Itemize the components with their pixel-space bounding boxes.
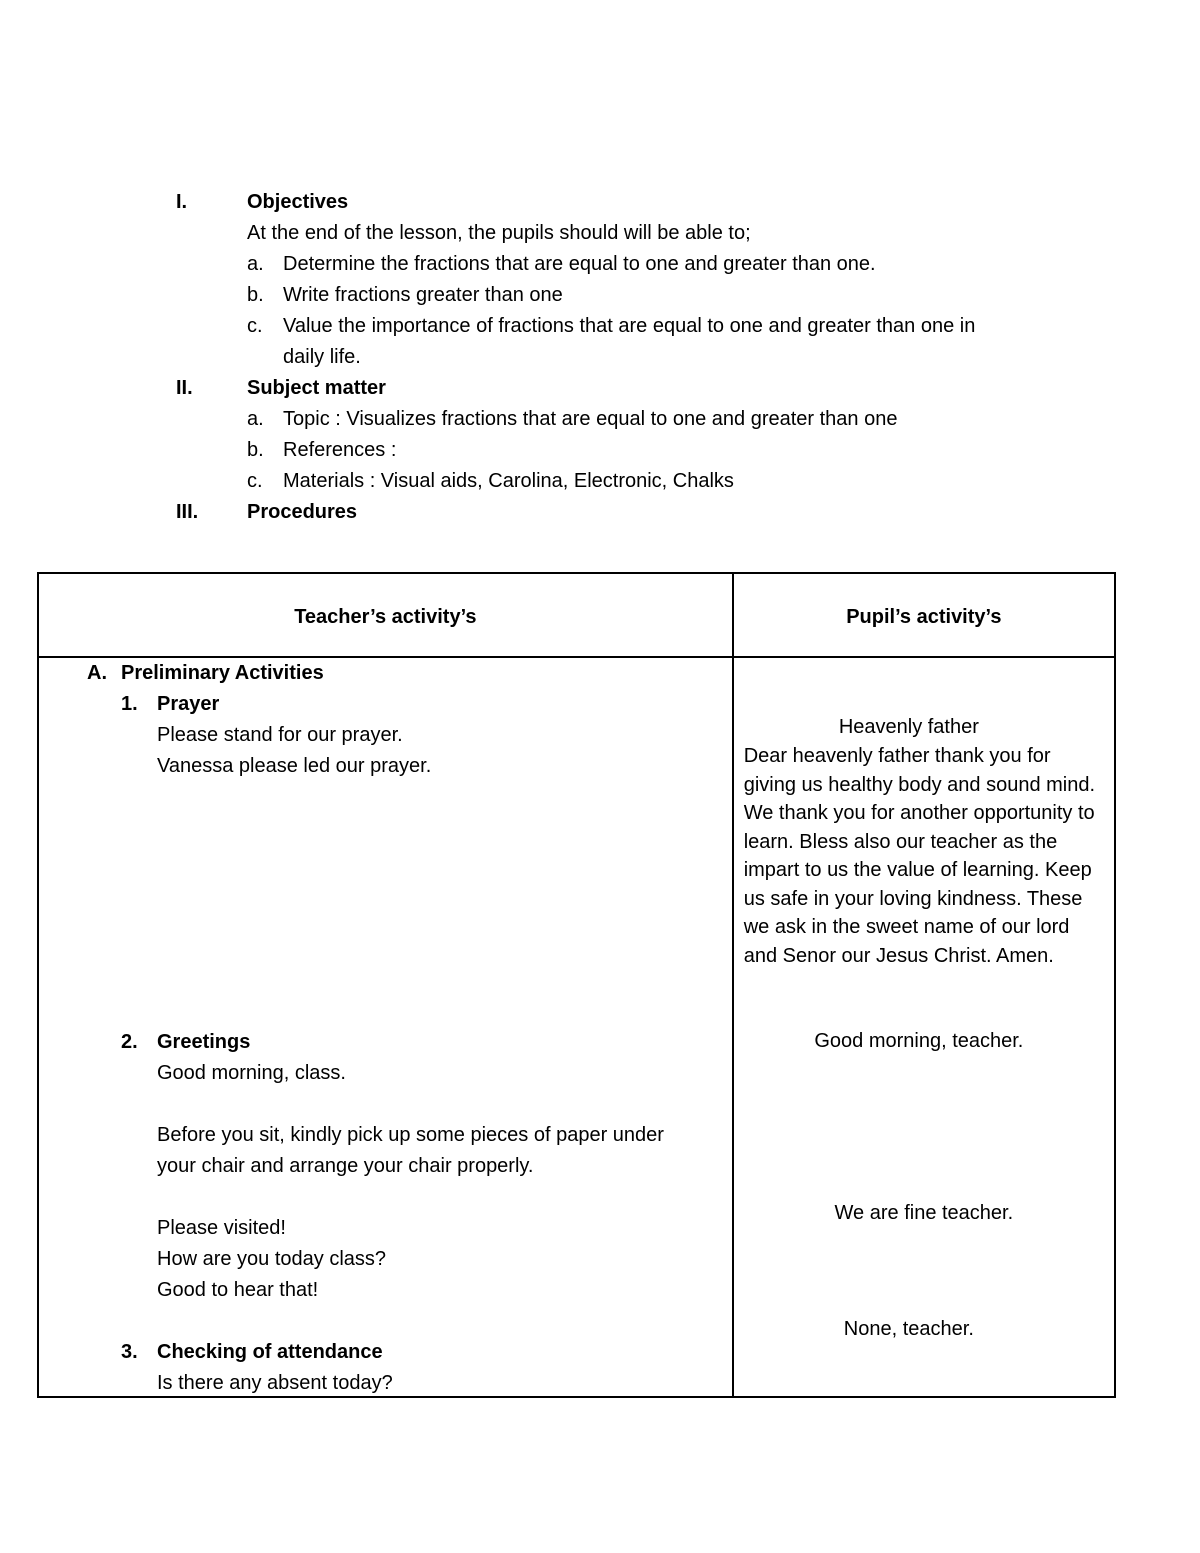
attendance-line: Is there any absent today? bbox=[157, 1372, 393, 1394]
objective-a: Determine the fractions that are equal to one and greater than one. bbox=[283, 253, 876, 275]
procedures-number: III. bbox=[176, 501, 199, 523]
objectives-intro: At the end of the lesson, the pupils should will be able to; bbox=[247, 222, 751, 244]
objectives-number: I. bbox=[176, 191, 188, 213]
procedures-heading: Procedures bbox=[247, 501, 358, 523]
greetings-number: 2. bbox=[121, 1031, 138, 1053]
subject-letter-a: a. bbox=[247, 408, 264, 430]
section-a-letter: A. bbox=[87, 662, 107, 684]
objective-letter-a: a. bbox=[247, 253, 264, 275]
subject-references: References : bbox=[283, 439, 397, 461]
subject-matter-heading: Subject matter bbox=[247, 377, 386, 399]
teacher-activity-cell bbox=[38, 657, 733, 1397]
greetings-title: Greetings bbox=[157, 1031, 251, 1053]
prayer-line-2: Vanessa please led our prayer. bbox=[157, 755, 432, 777]
prayer-pupil-text: Dear heavenly father thank you for giving us healthy body and sound mind. We thank you for another opportunity to learn. Bless also our teacher as the impart to us the value of learning. Keep us safe in your loving kindness. These we ask in the sweet name of our lord and Senor our Jesus Christ. Amen. bbox=[743, 745, 1096, 967]
objective-c: Value the importance of fractions that are equal to one and greater than one in bbox=[283, 315, 976, 337]
section-a-title: Preliminary Activities bbox=[121, 662, 324, 684]
teacher-header-cell bbox=[38, 573, 733, 657]
prayer-pupil-title: Heavenly father bbox=[838, 716, 979, 738]
attendance-title: Checking of attendance bbox=[157, 1341, 383, 1363]
table-header-row bbox=[38, 573, 1115, 657]
prayer-number: 1. bbox=[121, 693, 138, 715]
subject-topic: Topic : Visualizes fractions that are equal to one and greater than one bbox=[283, 408, 898, 430]
pupil-header-cell bbox=[733, 573, 1115, 657]
greetings-line-1: Good morning, class. bbox=[157, 1062, 346, 1084]
prayer-title: Prayer bbox=[157, 693, 220, 715]
subject-letter-b: b. bbox=[247, 439, 264, 461]
table-body-row bbox=[38, 657, 1115, 1397]
pupil-header: Pupil’s activity’s bbox=[846, 606, 1002, 628]
greetings-pupil-reply-2: We are fine teacher. bbox=[834, 1202, 1014, 1224]
greetings-line-2b: your chair and arrange your chair properly. bbox=[157, 1155, 534, 1177]
subject-letter-c: c. bbox=[247, 470, 263, 492]
greetings-line-3: Please visited! bbox=[157, 1217, 286, 1239]
greetings-line-5: Good to hear that! bbox=[157, 1279, 319, 1301]
procedures-table bbox=[37, 572, 1116, 1398]
prayer-line-1: Please stand for our prayer. bbox=[157, 724, 403, 746]
objective-c-continued: daily life. bbox=[283, 346, 361, 368]
objectives-heading: Objectives bbox=[247, 191, 349, 213]
greetings-pupil-reply-1: Good morning, teacher. bbox=[814, 1030, 1024, 1052]
greetings-line-4: How are you today class? bbox=[157, 1248, 387, 1270]
attendance-pupil-reply: None, teacher. bbox=[843, 1318, 974, 1340]
objective-letter-b: b. bbox=[247, 284, 264, 306]
objective-letter-c: c. bbox=[247, 315, 263, 337]
objective-b: Write fractions greater than one bbox=[283, 284, 563, 306]
attendance-number: 3. bbox=[121, 1341, 138, 1363]
pupil-activity-cell bbox=[733, 657, 1115, 1397]
subject-matter-number: II. bbox=[176, 377, 193, 399]
teacher-header: Teacher’s activity’s bbox=[294, 606, 477, 628]
greetings-line-2a: Before you sit, kindly pick up some pieces of paper under bbox=[157, 1124, 664, 1146]
subject-materials: Materials : Visual aids, Carolina, Electronic, Chalks bbox=[283, 470, 734, 492]
